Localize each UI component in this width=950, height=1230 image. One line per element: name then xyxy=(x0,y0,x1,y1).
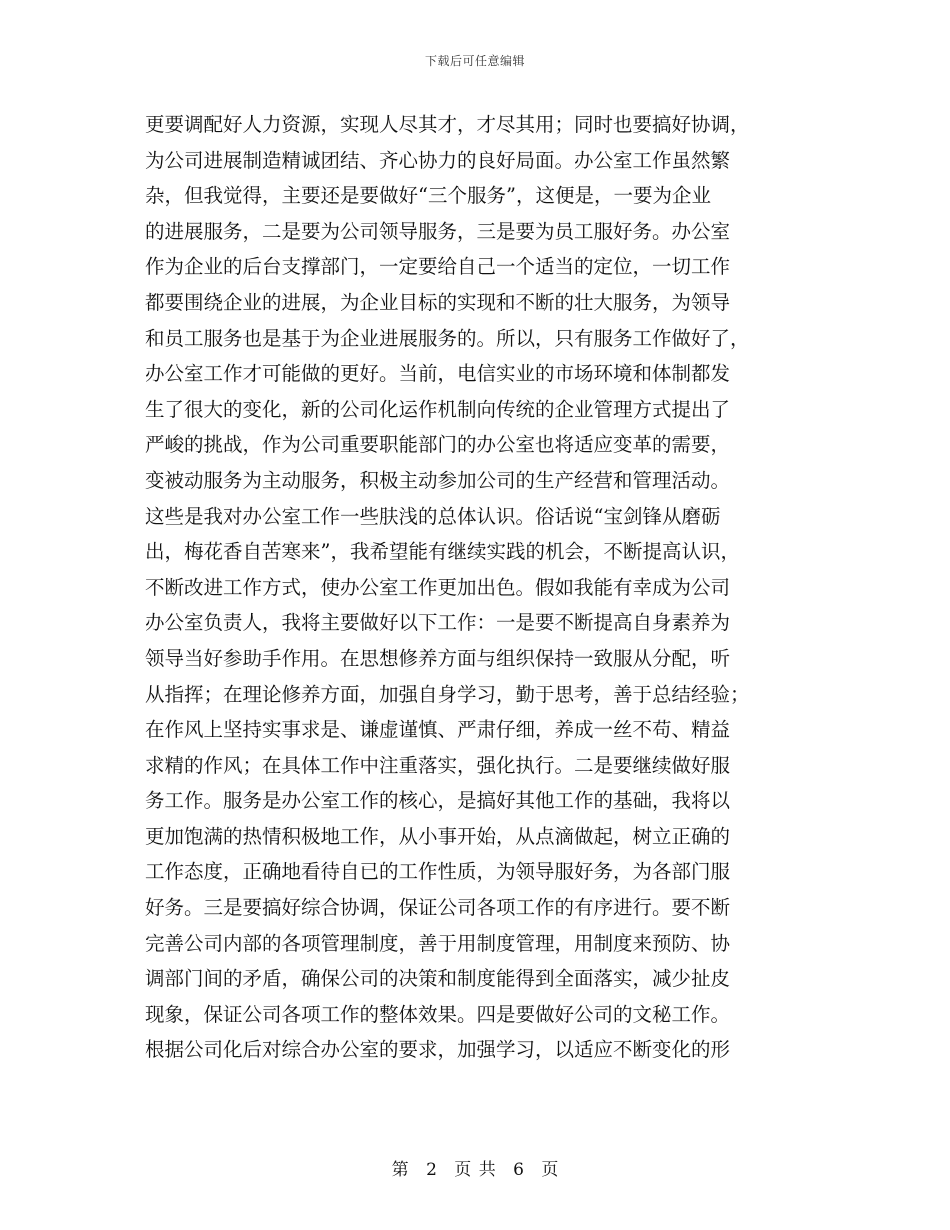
body-text-line: 现象，保证公司各项工作的整体效果。四是要做好公司的文秘工作。 xyxy=(145,1002,731,1026)
body-text-line: 好务。三是要搞好综合协调，保证公司各项工作的有序进行。要不断 xyxy=(145,896,731,920)
footer-middle: 页 共 xyxy=(454,1160,496,1180)
body-text-line: 办公室工作才可能做的更好。当前，电信实业的市场环境和体制都发 xyxy=(145,362,731,386)
footer-current-page: 2 xyxy=(426,1160,437,1180)
body-text-line: 求精的作风；在具体工作中注重落实，强化执行。二是要继续做好服 xyxy=(145,753,731,777)
body-text-line: 为公司进展制造精诚团结、齐心协力的良好局面。办公室工作虽然繁 xyxy=(145,148,731,172)
body-text-line: 都要围绕企业的进展，为企业目标的实现和不断的壮大服务，为领导 xyxy=(145,290,731,314)
body-text-line: 的进展服务，二是要为公司领导服务，三是要为员工服好务。办公室 xyxy=(145,219,731,243)
body-text-line: 工作态度，正确地看待自已的工作性质，为领导服好务，为各部门服 xyxy=(145,860,731,884)
body-text-line: 和员工服务也是基于为企业进展服务的。所以，只有服务工作做好了， xyxy=(145,326,750,350)
body-text-line: 这些是我对办公室工作一些肤浅的总体认识。俗话说“宝剑锋从磨砺 xyxy=(145,504,721,528)
body-text-line: 在作风上坚持实事求是、谦虚谨慎、严肃仔细，养成一丝不苟、精益 xyxy=(145,718,731,742)
body-text-line: 更要调配好人力资源，实现人尽其才，才尽其用；同时也要搞好协调， xyxy=(145,113,750,136)
document-body xyxy=(145,107,805,1068)
body-text-line: 务工作。服务是办公室工作的核心，是搞好其他工作的基础，我将以 xyxy=(145,789,731,813)
body-text-line: 生了很大的变化，新的公司化运作机制向传统的企业管理方式提出了 xyxy=(145,397,731,421)
body-text-line: 作为企业的后台支撑部门，一定要给自己一个适当的定位，一切工作 xyxy=(145,255,731,279)
page-header-note: 下载后可任意编辑 xyxy=(424,54,525,68)
body-text-line: 杂，但我觉得，主要还是要做好“三个服务”，这便是，一要为企业 xyxy=(145,184,711,208)
body-text-line: 严峻的挑战，作为公司重要职能部门的办公室也将适应变革的需要， xyxy=(145,433,731,457)
page-footer xyxy=(0,1155,950,1180)
footer-prefix: 第 xyxy=(391,1160,409,1180)
footer-total-pages: 6 xyxy=(513,1160,524,1180)
body-text-line: 出，梅花香自苦寒来”，我希望能有继续实践的机会，不断提高认识， xyxy=(145,540,740,564)
body-text-line: 不断改进工作方式，使办公室工作更加出色。假如我能有幸成为公司 xyxy=(145,575,731,599)
body-text-line: 从指挥；在理论修养方面，加强自身学习，勤于思考，善于总结经验； xyxy=(145,682,750,706)
body-text-line: 根据公司化后对综合办公室的要求，加强学习，以适应不断变化的形 xyxy=(145,1038,731,1062)
body-text-line: 调部门间的矛盾，确保公司的决策和制度能得到全面落实，减少扯皮 xyxy=(145,967,731,991)
body-text-line: 更加饱满的热情积极地工作，从小事开始，从点滴做起，树立正确的 xyxy=(145,824,731,848)
body-text-line: 领导当好参助手作用。在思想修养方面与组织保持一致服从分配，听 xyxy=(145,646,731,670)
body-text-line: 变被动服务为主动服务，积极主动参加公司的生产经营和管理活动。 xyxy=(145,468,731,492)
footer-suffix: 页 xyxy=(541,1160,559,1180)
body-text-line: 办公室负责人，我将主要做好以下工作：一是要不断提高自身素养为 xyxy=(145,611,731,635)
body-text-line: 完善公司内部的各项管理制度，善于用制度管理，用制度来预防、协 xyxy=(145,931,731,955)
